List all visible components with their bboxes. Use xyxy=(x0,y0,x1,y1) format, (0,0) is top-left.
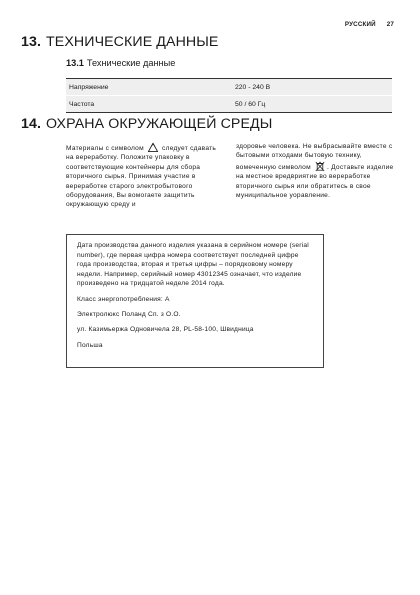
subsection-number: 13.1 xyxy=(66,58,84,68)
page-header xyxy=(345,21,394,28)
production-info-box xyxy=(66,234,324,368)
section-title: ТЕХНИЧЕСКИЕ ДАННЫЕ xyxy=(46,34,219,50)
spec-label: Напряжение xyxy=(66,79,232,96)
manufacturer-country: Польша xyxy=(77,341,103,349)
subsection-title: Технические данные xyxy=(86,58,176,68)
header-language: РУССКИЙ xyxy=(344,21,376,28)
section-title: ОХРАНА ОКРУЖАЮЩЕЙ СРЕДЫ xyxy=(46,116,273,132)
page-number: 27 xyxy=(386,21,394,28)
manufacturer-address: ул. Казимьержа Одновичела 28, PL-58-100, Швидница xyxy=(77,326,254,334)
spec-value: 50 / 60 Гц xyxy=(232,96,392,113)
table-row xyxy=(66,79,392,96)
env-text: Материалы с символом xyxy=(66,145,144,152)
section-number: 13. xyxy=(21,34,42,50)
table-row xyxy=(66,96,392,113)
spec-table xyxy=(66,78,392,113)
section-14-heading xyxy=(21,116,272,132)
spec-value: 220 - 240 В xyxy=(232,79,392,96)
section-number: 14. xyxy=(21,116,42,132)
section-13-heading xyxy=(21,34,218,50)
env-text: здоровье человека. Не выбрасывайте вместе с бытовыми отходами бытовую технику, вомеченную символом xyxy=(236,143,393,171)
spec-label: Частота xyxy=(66,96,232,113)
energy-class: Класс энергопотребления: А xyxy=(77,295,170,303)
crossed-bin-icon xyxy=(314,161,326,172)
environment-text-right xyxy=(236,142,396,200)
manufacturer-name: Электролюкс Поланд Сп. з О.О. xyxy=(77,311,181,319)
environment-text-left xyxy=(66,142,222,210)
production-date-note: Дата производства данного изделия указана в серийном номере (serial number), где первая цифра номера соответствует последней цифре года производства, вторая и третья цифры – порядковому номеру недели. Например, серийный номер 43012345 означает, что изделие произведено на тридцатой неделе 2014 года. xyxy=(77,242,309,288)
env-text: следует сдавать на вереработку. Положите упаковку в соответствующие контейнеры для сбора вторичного сырья. Принимая участие в вереработке старого электробытового оборудования, Вы вомогаете защитить окружающую среду и xyxy=(66,145,217,209)
recycle-icon xyxy=(147,142,159,153)
env-text: . Доставьте изделие на местное вредвриятие во вереработке вторичного сырья или обратитесь в свое муниципальное уоравление. xyxy=(236,163,394,200)
subsection-13-1-heading xyxy=(66,58,175,68)
